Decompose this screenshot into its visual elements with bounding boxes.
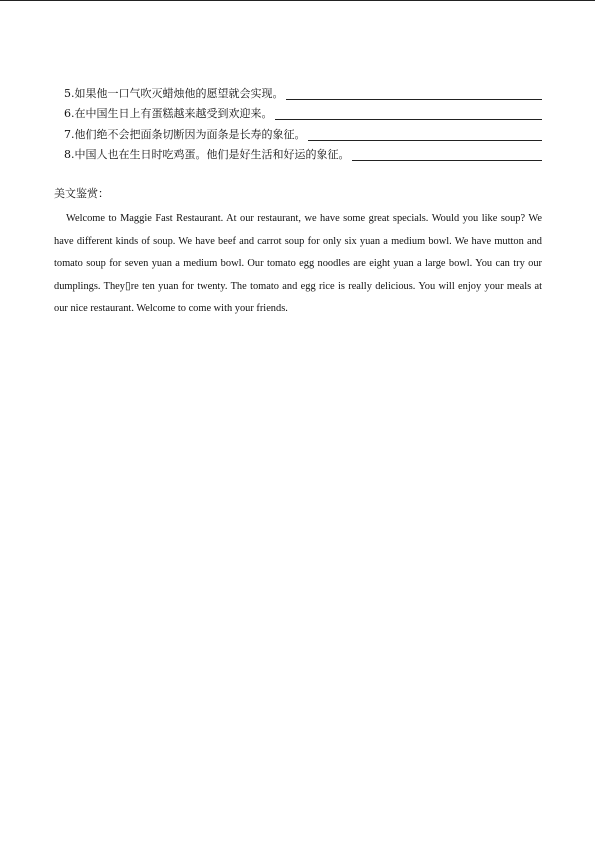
question-7 bbox=[64, 121, 542, 142]
question-text: 8.中国人也在生日时吃鸡蛋。他们是好生活和好运的象征。 bbox=[64, 148, 350, 161]
question-6 bbox=[64, 101, 542, 122]
answer-blank[interactable] bbox=[286, 87, 543, 100]
translation-questions bbox=[64, 80, 542, 162]
section-title: 美文鉴赏： bbox=[54, 187, 109, 200]
question-8 bbox=[64, 142, 542, 163]
answer-blank[interactable] bbox=[352, 148, 543, 161]
question-5 bbox=[64, 80, 542, 101]
answer-blank[interactable] bbox=[308, 128, 543, 141]
question-text: 7.他们绝不会把面条切断因为面条是长寿的象征。 bbox=[64, 127, 306, 141]
question-text: 5.如果他一口气吹灭蜡烛他的愿望就会实现。 bbox=[64, 86, 284, 100]
page-top-rule bbox=[0, 0, 595, 1]
question-text: 6.在中国生日上有蛋糕越来越受到欢迎来。 bbox=[64, 107, 273, 120]
reading-passage: Welcome to Maggie Fast Restaurant. At our restaurant, we have some great specials. Would you like soup? We have different kinds of soup. We have beef and carrot soup for only six yuan a medium bowl. We have mutton and tomato soup for seven yuan a medium bowl. Our tomato egg noodles are eight yuan a large bowl. You can try our dumplings. They▯re ten yuan for twenty. The tomato and egg rice is really delicious. You will enjoy your meals at our nice restaurant. Welcome to come with your friends. bbox=[54, 213, 542, 314]
answer-blank[interactable] bbox=[275, 107, 543, 120]
